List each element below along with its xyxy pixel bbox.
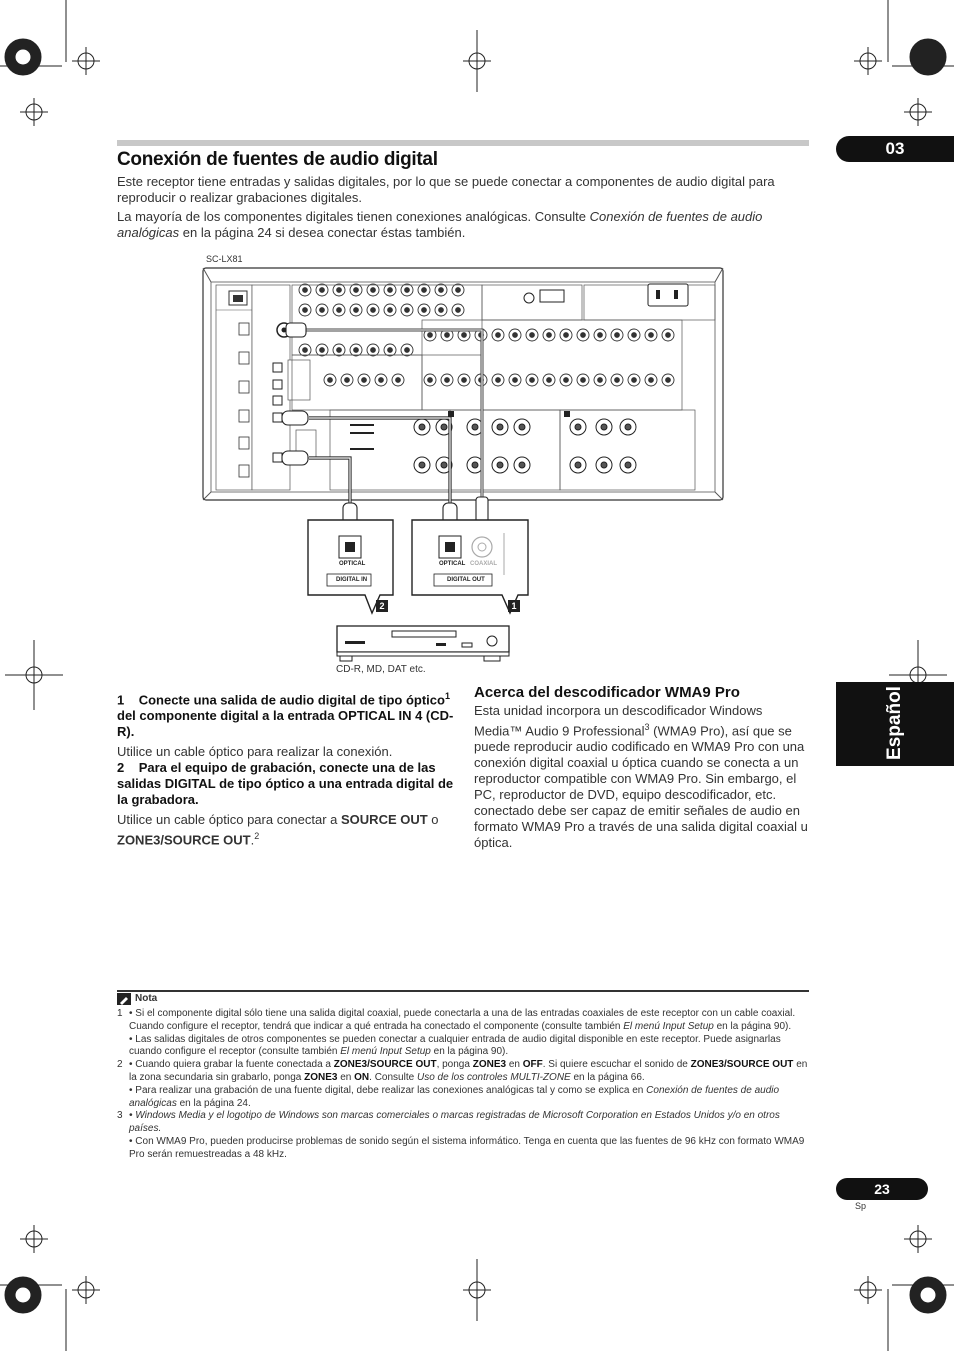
jack-core xyxy=(513,378,518,383)
speaker-terminal-core xyxy=(472,462,478,468)
speaker-terminal-core xyxy=(625,462,631,468)
jack-core xyxy=(439,288,444,293)
recorder-device xyxy=(337,626,509,661)
jack-core xyxy=(564,378,569,383)
jack-core xyxy=(496,333,501,338)
speaker-terminal-core xyxy=(441,462,447,468)
digital-out-label: DIGITAL OUT xyxy=(447,577,485,583)
jack-core xyxy=(422,308,427,313)
jack-core xyxy=(320,288,325,293)
jack-core xyxy=(345,378,350,383)
speaker-terminal-core xyxy=(472,424,478,430)
speaker-terminal-core xyxy=(575,462,581,468)
jack-core xyxy=(422,288,427,293)
speaker-terminal-core xyxy=(601,462,607,468)
jack-core xyxy=(530,333,535,338)
jack-core xyxy=(328,378,333,383)
speaker-terminal-core xyxy=(497,462,503,468)
optical-label-right: OPTICAL xyxy=(439,561,466,567)
callout-1: 1 xyxy=(511,601,517,611)
jack-core xyxy=(337,348,342,353)
jack-core xyxy=(615,333,620,338)
callout-2: 2 xyxy=(379,601,385,611)
jack-core xyxy=(354,288,359,293)
jack-core xyxy=(632,333,637,338)
notes-rule xyxy=(117,990,809,992)
jack-core xyxy=(405,308,410,313)
connection-diagram xyxy=(200,265,730,685)
jack-core xyxy=(428,333,433,338)
header-rule xyxy=(117,140,809,146)
jack-core xyxy=(371,308,376,313)
jack-core xyxy=(445,378,450,383)
jack-core xyxy=(388,348,393,353)
jack-core xyxy=(428,378,433,383)
jack-core xyxy=(649,333,654,338)
section-title: Conexión de fuentes de audio digital xyxy=(117,149,438,170)
note-icon xyxy=(117,993,131,1005)
intro-reference[interactable]: Conexión de fuentes de audio analógicas xyxy=(117,209,763,240)
source-out-jack xyxy=(273,453,282,462)
jack-core xyxy=(456,288,461,293)
speaker-terminal-core xyxy=(625,424,631,430)
jack-core xyxy=(649,378,654,383)
jack-core xyxy=(303,348,308,353)
jack-core xyxy=(496,378,501,383)
jack-core xyxy=(388,308,393,313)
speaker-terminal-core xyxy=(601,424,607,430)
jack-core xyxy=(354,308,359,313)
jack-core xyxy=(547,378,552,383)
jack-core xyxy=(445,333,450,338)
jack-core xyxy=(405,348,410,353)
jack-core xyxy=(666,378,671,383)
digital-in-label: DIGITAL IN xyxy=(336,577,368,583)
coaxial-label: COAXIAL xyxy=(470,561,497,567)
jack-core xyxy=(320,348,325,353)
jack-core xyxy=(439,308,444,313)
jack-core xyxy=(598,333,603,338)
jack-core xyxy=(354,348,359,353)
jack-core xyxy=(388,288,393,293)
speaker-terminal-core xyxy=(519,462,525,468)
jack-core xyxy=(547,333,552,338)
jack-core xyxy=(530,378,535,383)
jack-core xyxy=(337,308,342,313)
intro-paragraph-2: La mayoría de los componentes digitales tienen conexiones analógicas. Consulte Conexión de fuentes de audio analógicas en la página 24 si desea conectar éstas también. xyxy=(117,209,763,240)
jack-core xyxy=(303,288,308,293)
jack-core xyxy=(513,333,518,338)
jack-core xyxy=(462,378,467,383)
notes-list: 1 • Si el componente digital sólo tiene una salida digital coaxial, puede conectarla a una de las entradas coaxiales de este receptor con un cable coaxial. Cuando configure el receptor, tendrá que indicar a qué entrada ha conectado el componente (consulte también El menú Input Setup en la página 90). • Las salidas digitales de otros componentes se pueden conectar a cualquier entrada de audio digital disponible en este receptor. Puede asignarlas cuando configure el receptor (consulte también El menú Input Setup en la página 90). 2 • Cuando quiera grabar la fuente conectada a ZONE3/SOURCE OUT, ponga ZONE3 en OFF. Si quiere escuchar el sonido de ZONE3/SOURCE OUT en la zona secundaria sin grabarlo, ponga ZONE3 en ON. Consulte Uso de los controles MULTI-ZONE en la página 66. • Para realizar una grabación de una fuente digital, debe realizar las conexiones analógicas tal y como se explica en Conexión de fuentes de audio analógicas en la página 24. 3 • Windows Media y el logotipo de Windows son marcas comerciales o marcas registradas de Microsoft Corporation en Estados Unidos y/o en otros países. • Con WMA9 Pro, pueden producirse problemas de sonido según el sistema informático. Tenga en cuenta que las fuentes de 96 kHz con formato WMA9 Pro serán remuestreadas a 48 kHz. xyxy=(117,1008,808,1160)
jack-core xyxy=(405,288,410,293)
jack-core xyxy=(615,378,620,383)
receiver-label: SC-LX81 xyxy=(206,254,243,264)
notes-heading: Nota xyxy=(135,993,158,1004)
step-1: 1 Conecte una salida de audio digital de tipo óptico$^1$ del componente digital a la entrada OPTICAL IN 4 (CD-R). Utilice un cable óptico para realizar la conexión. xyxy=(117,691,454,760)
page-lang: Sp xyxy=(855,1201,867,1211)
speaker-terminal-core xyxy=(497,424,503,430)
jack-core xyxy=(320,308,325,313)
jack-core xyxy=(632,378,637,383)
chapter-tab: 03 xyxy=(836,136,954,162)
jack-core xyxy=(564,333,569,338)
jack-core xyxy=(379,378,384,383)
speaker-terminal-core xyxy=(419,424,425,430)
jack-core xyxy=(362,378,367,383)
wma9-title: Acerca del descodificador WMA9 Pro xyxy=(474,684,740,701)
jack-core xyxy=(303,308,308,313)
jack-core xyxy=(456,308,461,313)
speaker-terminal-core xyxy=(419,462,425,468)
device-label: CD-R, MD, DAT etc. xyxy=(336,664,426,675)
page-number: 23 xyxy=(836,1178,928,1200)
jack-core xyxy=(598,378,603,383)
language-tab: Español xyxy=(836,682,954,766)
jack-core xyxy=(396,378,401,383)
jack-core xyxy=(581,333,586,338)
jack-core xyxy=(371,288,376,293)
optical-in-4-jack xyxy=(273,413,282,422)
jack-core xyxy=(337,288,342,293)
step-2: 2 Para el equipo de grabación, conecte una de las salidas DIGITAL de tipo óptico a una entrada digital de la grabadora. Utilice un cable óptico para conectar a SOURCE OUT o ZONE3/SOURCE OUT.$^2$ xyxy=(117,760,454,848)
speaker-terminal-core xyxy=(519,424,525,430)
wma9-paragraph: Esta unidad incorpora un descodificador Windows Media™ Audio 9 Professional$^3$ (WMA9 Pro), así que se puede reproducir audio codificado en WMA9 Pro con una conexión digital coaxial u óptica cuando se conecta a un reproductor compatible con WMA9 Pro. Sin embargo, el PC, reproductor de DVD, equipo descodificador, etc. conectado debe ser capaz de emitir señales de audio en formato WMA9 Pro a través de una salida digital coaxial u óptica. xyxy=(474,703,808,851)
speaker-terminal-core xyxy=(575,424,581,430)
jack-core xyxy=(462,333,467,338)
jack-core xyxy=(581,378,586,383)
jack-core xyxy=(371,348,376,353)
optical-label-left: OPTICAL xyxy=(339,561,366,567)
jack-core xyxy=(666,333,671,338)
intro-paragraph-1: Este receptor tiene entradas y salidas digitales, por lo que se puede conectar a componentes de audio digital para reproducir o realizar grabaciones digitales. xyxy=(117,174,775,205)
speaker-terminal-core xyxy=(441,424,447,430)
